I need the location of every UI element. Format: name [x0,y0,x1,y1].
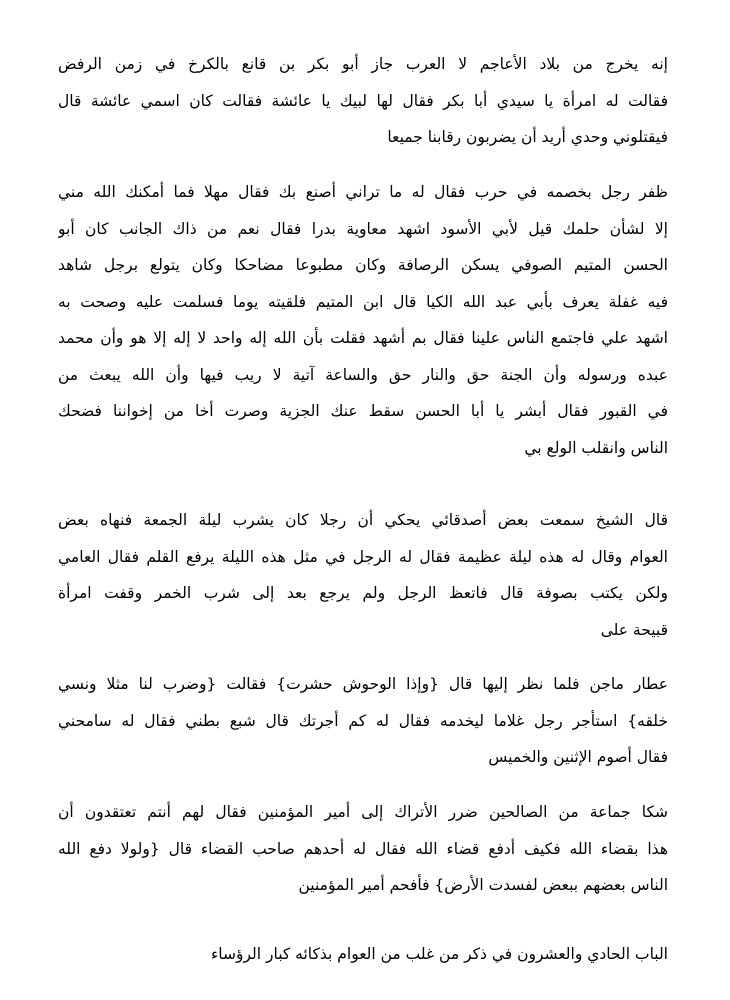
chapter-heading [58,936,668,973]
text-line: قال الشيخ سمعت بعض أصدقائي يحكي أن رجلا كان يشرب ليلة الجمعة فنهاه بعض [58,511,668,529]
text-line: فيقتلوني وحدي أريد أن يضربون رقابنا جميعا [387,128,668,146]
text-line: قبيحة على [600,620,668,639]
text-line: هذا بقضاء الله فكيف أدفع قضاء الله فقال له أحدهم صاحب القضاء قال {ولولا دفع الله [58,839,668,858]
text-line: الناس وانقلب الولع بي [524,438,668,457]
text-line: ولكن يكتب بصوفة قال فاتعظ الرجل ولم يرجع بعد إلى شرب الخمر وقفت امرأة [58,584,668,602]
text-line: ظفر رجل بخصمه في حرب فقال له ما تراني أصنع بك فقال مهلا فما أمكنك الله مني [58,183,668,201]
text-line: الباب الحادي والعشرون في ذكر من غلب من العوام بذكائه كبار الرؤساء [211,945,668,963]
text-line: عطار ماجن فلما نظر إليها قال {وإذا الوحوش حشرت} فقالت {وضرب لنا مثلا ونسي [58,675,668,693]
text-line: الناس بعضهم ببعض لفسدت الأرض} فأفحم أمير المؤمنين [298,876,668,894]
text-line: اشهد علي فاجتمع الناس علينا فقال بم أشهد فقلت بأن الله إله واحد لا إله إلا هو وأن محمد [58,329,668,347]
text-line: شكا جماعة من الصالحين ضرر الأتراك إلى أمير المؤمنين فقال لهم أنتم تعتقدون أن [58,803,668,821]
paragraph [58,794,668,904]
text-line: فقال أصوم الإثنين والخميس [488,748,668,766]
text-line: فقالت له امرأة يا سيدي أبا بكر فقال لها لبيك يا عائشة فقالت كان اسمي عائشة قال [58,91,668,110]
paragraph [58,174,668,466]
text-line: العوام وقال له هذه ليلة عظيمة فقال له الرجل في مثل هذه الليلة يرفع القلم فقال العامي [58,547,668,566]
text-line: إنه يخرج من بلاد الأعاجم لا العرب جاز أبو بكر بن قانع بالكرخ في زمن الرفض [58,55,668,73]
paragraph [58,46,668,156]
text-line: إلا لشأن حلمك قيل لأبي الأسود اشهد معاوية بدرا فقال نعم من ذاك الجانب كان أبو [58,219,668,238]
text-line: الحسن المتيم الصوفي يسكن الرصافة وكان مطبوعا مضاحكا وكان يتولع برجل شاهد [58,256,668,274]
text-line: فيه غفلة يعرف بأبي عبد الله الكيا قال ابن المتيم فلقيته يوما فسلمت عليه وصحت به [58,292,668,311]
text-line: خلقه} استأجر رجل غلاما ليخدمه فقال له كم أجرتك قال شبع بطني فقال له سامحني [58,711,668,730]
text-line: في القبور فقال أبشر يا أبا الحسن سقط عنك الجزية وصرت أخا من إخواننا فضحك [58,402,668,420]
paragraph [58,502,668,648]
text-line: عبده ورسوله وأن الجنة حق والنار حق والساعة آتية لا ريب فيها وأن الله يبعث من [58,365,668,384]
paragraph [58,666,668,776]
